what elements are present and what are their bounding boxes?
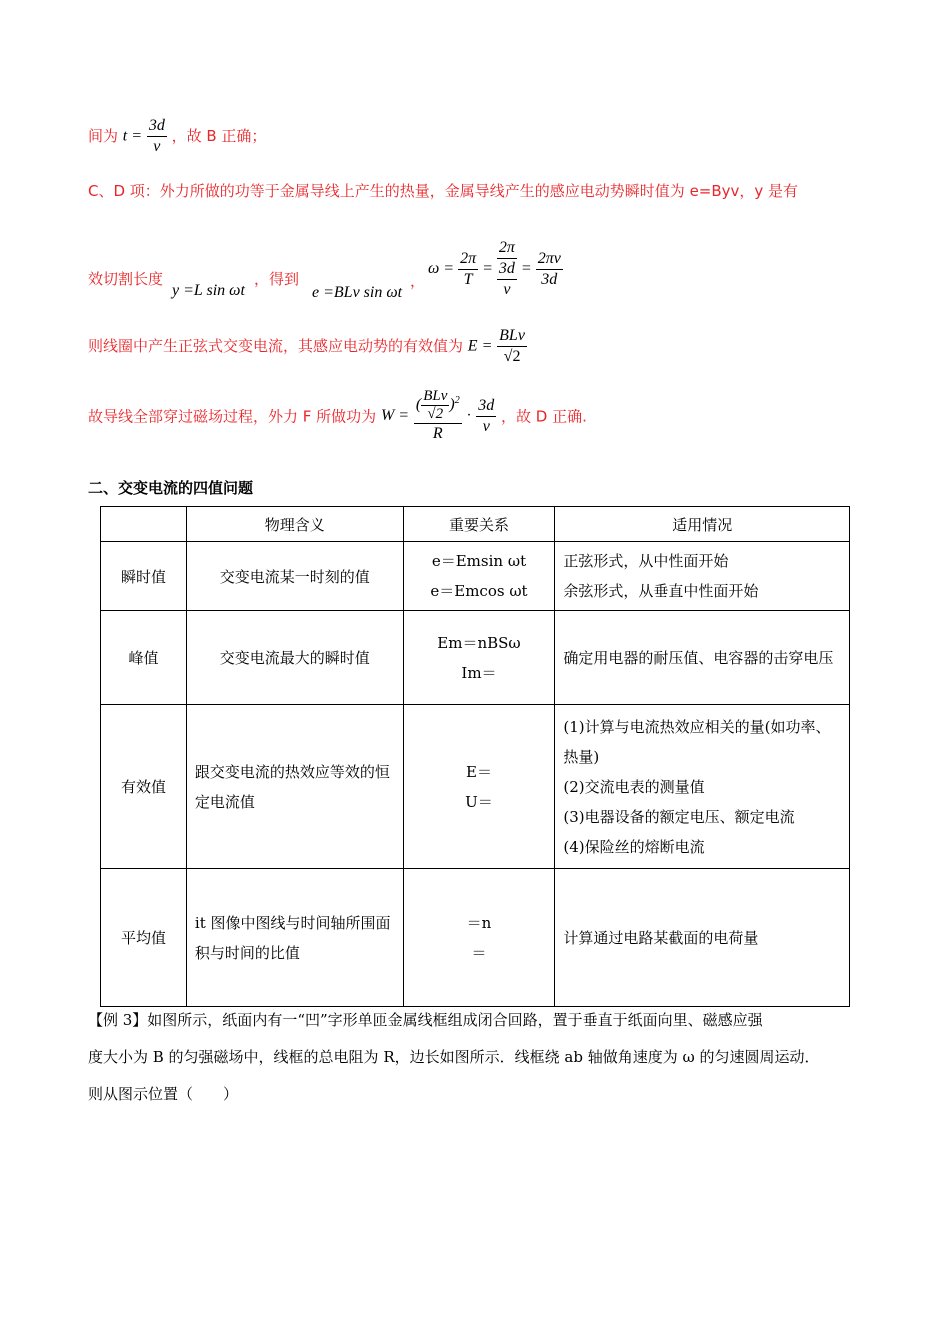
row-name: 瞬时值 <box>101 542 187 611</box>
row-name: 峰值 <box>101 611 187 705</box>
example-paragraph <box>88 1002 868 1113</box>
row-relation: Em＝nBSω Im＝ <box>403 611 555 705</box>
table-row <box>101 611 850 705</box>
header-cell: 重要关系 <box>403 507 555 542</box>
row-relation: E＝ U＝ <box>403 705 555 869</box>
formula-t: t = <box>122 127 143 145</box>
row-meaning: it 图像中图线与时间轴所围面积与时间的比值 <box>186 869 403 1007</box>
row-relation: e＝Emsin ωt e＝Emcos ωt <box>403 542 555 611</box>
text: 故导线全部穿过磁场过程，外力 F 所做功为 <box>88 407 377 426</box>
formula-e: e =BLv sin ωt <box>312 284 403 301</box>
table-row <box>101 705 850 869</box>
table-row <box>101 542 850 611</box>
row-usage: 计算通过电路某截面的电荷量 <box>555 869 850 1007</box>
row-name: 平均值 <box>101 869 187 1007</box>
row-meaning: 交变电流最大的瞬时值 <box>186 611 403 705</box>
formula-E: E = <box>467 337 493 355</box>
fraction-BLv: $\frac{\text{BLv}}{√2}$ <box>499 327 525 365</box>
text: 间为 <box>88 127 119 145</box>
solution-line-4 <box>88 326 527 367</box>
row-meaning: 跟交变电流的热效应等效的恒定电流值 <box>186 705 403 869</box>
fraction-3d-v: $\frac{3d}{v}$ <box>148 117 165 155</box>
row-usage: (1)计算与电流热效应相关的量(如功率、热量) (2)交流电表的测量值 (3)电器设备的额定电压、额定电流 (4)保险丝的熔断电流 <box>555 705 850 869</box>
solution-line-2: C、D 项：外力所做的功等于金属导线上产生的热量，金属导线产生的感应电动势瞬时值为 e=Byv，y 是有 <box>88 182 799 200</box>
fraction-work: ( $\frac{\text{BLv}}{√2}$ )$^2$ R <box>415 388 460 442</box>
solution-line-1 <box>88 116 266 157</box>
header-cell <box>101 507 187 542</box>
row-meaning: 交变电流某一时刻的值 <box>186 542 403 611</box>
formula-y: y =L sin ωt <box>172 282 245 299</box>
row-name: 有效值 <box>101 705 187 869</box>
formula-W: W = <box>380 407 410 424</box>
row-usage: 确定用电器的耐压值、电容器的击穿电压 <box>555 611 850 705</box>
four-values-table <box>100 506 850 1007</box>
text: ， <box>410 272 426 290</box>
header-cell: 物理含义 <box>186 507 403 542</box>
row-relation: ＝n ＝ <box>403 869 555 1007</box>
table-row <box>101 869 850 1007</box>
text: ，得到 <box>254 270 300 288</box>
header-cell: 适用情况 <box>555 507 850 542</box>
text: ，故 B 正确； <box>171 127 267 145</box>
solution-line-5: 故导线全部穿过磁场过程，外力 F 所做功为 W = ( $\frac{\text{BLv}}{√2}$ )$^2$ R · $\frac{3d}{v}$ ，故 D 正确. <box>88 388 587 442</box>
example-line: 【例 3】如图所示，纸面内有一“凹”字形单匝金属线框组成闭合回路，置于垂直于纸面向里、磁感应强 <box>88 1011 763 1029</box>
example-line: 度大小为 B 的匀强磁场中，线框的总电阻为 R，边长如图所示．线框绕 ab 轴做角速度为 ω 的匀速圆周运动． <box>88 1048 820 1066</box>
row-usage: 正弦形式，从中性面开始 余弦形式，从垂直中性面开始 <box>555 542 850 611</box>
text: 效切割长度 <box>88 270 164 288</box>
formula-omega: ω = $\frac{2\pi}{T}$ = 2π 3d v = $\frac{2\pi v}{3d}$ <box>428 239 561 298</box>
fraction-3d-v: $\frac{3d}{v}$ <box>478 396 495 435</box>
example-line: 则从图示位置（ ） <box>88 1085 239 1103</box>
text: ，故 D 正确. <box>501 407 587 426</box>
text: 则线圈中产生正弦式交变电流，其感应电动势的有效值为 <box>88 337 464 355</box>
section-heading: 二、交变电流的四值问题 <box>88 479 254 497</box>
table-header-row <box>101 507 850 542</box>
